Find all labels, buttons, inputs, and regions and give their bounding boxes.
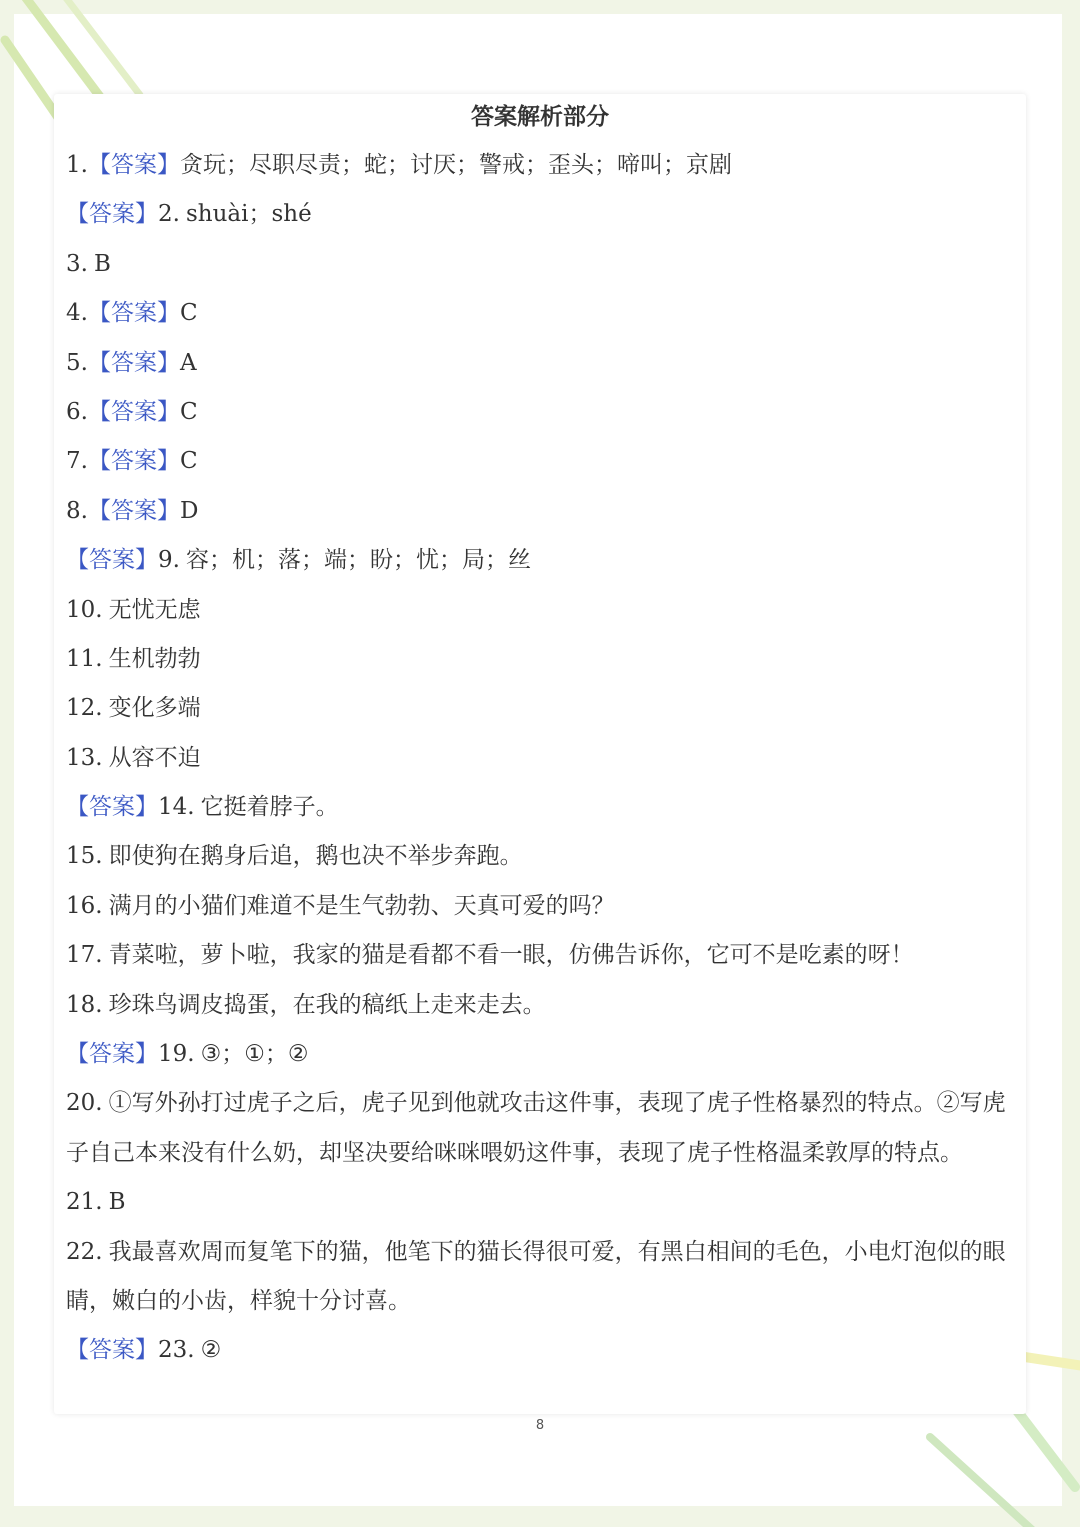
answer-text: 贪玩；尽职尽责；蛇；讨厌；警戒；歪头；啼叫；京剧	[179, 152, 732, 178]
answer-item	[66, 240, 1021, 289]
answer-text: 变化多端	[108, 695, 201, 722]
answer-number: 20.	[66, 1090, 103, 1117]
answer-list	[66, 141, 1021, 1376]
page-number: 8	[535, 1418, 545, 1433]
answer-item	[66, 437, 1021, 486]
answer-tag: 【答案】	[87, 448, 180, 475]
answer-tag: 【答案】	[87, 152, 180, 178]
answer-number: 9.	[158, 547, 180, 574]
answer-text: B	[108, 1189, 126, 1216]
answer-number: 3.	[66, 250, 88, 277]
answer-tag: 【答案】	[66, 201, 158, 228]
answer-tag: 【答案】	[66, 794, 158, 821]
answer-number: 10.	[66, 596, 103, 623]
answer-item	[66, 832, 1021, 881]
answer-text: 青菜啦，萝卜啦，我家的猫是看都不看一眼，仿佛告诉你，它可不是吃素的呀！	[108, 942, 914, 969]
answer-item	[66, 882, 1021, 931]
answer-text: 无忧无虑	[108, 596, 201, 623]
answer-text: 我最喜欢周而复笔下的猫，他笔下的猫长得很可爱，有黑白相间的毛色，小电灯泡似的眼睛，嫩白的小齿，样貌十分讨喜。	[66, 1238, 1006, 1315]
answer-number: 5.	[66, 349, 88, 376]
answer-item	[66, 388, 1021, 437]
answer-number: 18.	[66, 991, 103, 1018]
answer-item	[66, 1228, 1021, 1327]
answer-item	[66, 1326, 1021, 1375]
answer-item	[66, 1079, 1021, 1178]
answer-item	[66, 635, 1021, 684]
answer-tag: 【答案】	[87, 398, 180, 425]
answer-text: C	[179, 398, 198, 425]
answer-number: 2.	[158, 201, 180, 228]
answer-number: 23.	[158, 1337, 195, 1364]
answer-text: 容；机；落；端；盼；忧；局；丝	[185, 547, 531, 574]
answer-item	[66, 783, 1021, 832]
answer-tag: 【答案】	[87, 300, 180, 327]
answer-tag: 【答案】	[66, 1041, 158, 1068]
answer-number: 1.	[66, 152, 88, 178]
answer-text: C	[179, 300, 198, 327]
answer-item	[66, 586, 1021, 635]
answer-number: 7.	[66, 448, 88, 475]
answer-item	[66, 1030, 1021, 1079]
answer-number: 17.	[66, 942, 103, 969]
answer-text: 满月的小猫们难道不是生气勃勃、天真可爱的吗？	[108, 892, 615, 919]
answer-text: 它挺着脖子。	[200, 794, 339, 821]
page-title: 答案解析部分	[471, 104, 609, 130]
answer-item	[66, 190, 1021, 239]
answer-number: 15.	[66, 843, 103, 870]
answer-text: shuài；shé	[185, 201, 312, 228]
answer-text: 从容不迫	[108, 744, 201, 771]
answer-number: 11.	[66, 645, 103, 672]
answer-text: 生机勃勃	[108, 645, 201, 672]
answer-number: 13.	[66, 744, 103, 771]
answer-text: ①写外孙打过虎子之后，虎子见到他就攻击这件事，表现了虎子性格暴烈的特点。②写虎子自己本来没有什么奶，却坚决要给咪咪喂奶这件事，表现了虎子性格温柔敦厚的特点。	[66, 1090, 1006, 1166]
answer-text: 珍珠鸟调皮捣蛋，在我的稿纸上走来走去。	[108, 991, 546, 1018]
answer-text: C	[179, 448, 198, 475]
answer-item	[66, 487, 1021, 536]
answer-number: 6.	[66, 398, 88, 425]
answer-item	[66, 1178, 1021, 1227]
answer-item	[66, 981, 1021, 1030]
answer-item	[66, 734, 1021, 783]
answer-number: 4.	[66, 300, 88, 327]
answer-tag: 【答案】	[66, 547, 158, 574]
answer-number: 22.	[66, 1238, 103, 1265]
answer-number: 14.	[158, 794, 195, 821]
answer-item	[66, 339, 1021, 388]
answer-item	[66, 141, 1021, 190]
answer-text: D	[179, 497, 199, 524]
answer-text: ③；①；②	[200, 1041, 309, 1068]
answer-item	[66, 289, 1021, 338]
answer-text: ②	[200, 1337, 222, 1364]
answer-number: 16.	[66, 892, 103, 919]
answer-item	[66, 931, 1021, 980]
answer-text: A	[179, 349, 197, 376]
answer-text: B	[93, 250, 111, 277]
answer-text: 即使狗在鹅身后追，鹅也决不举步奔跑。	[108, 843, 523, 870]
answer-number: 19.	[158, 1041, 195, 1068]
answer-number: 12.	[66, 695, 103, 722]
answer-tag: 【答案】	[87, 497, 180, 524]
answer-tag: 【答案】	[66, 1337, 158, 1364]
answer-number: 8.	[66, 497, 88, 524]
answer-tag: 【答案】	[87, 349, 180, 376]
answer-number: 21.	[66, 1189, 103, 1216]
answer-item	[66, 536, 1021, 585]
answer-item	[66, 684, 1021, 733]
